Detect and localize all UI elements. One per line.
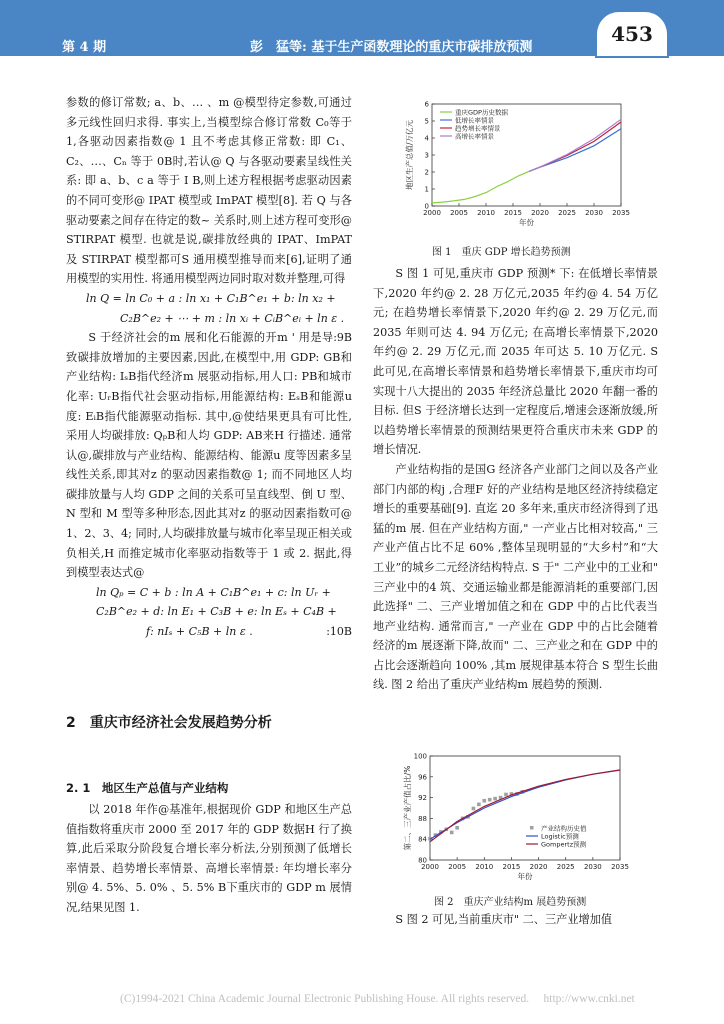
y-tick-label: 96 bbox=[418, 773, 427, 782]
page-number: 453 bbox=[611, 22, 653, 46]
x-tick-label: 2035 bbox=[612, 209, 630, 217]
x-tick-label: 2025 bbox=[558, 209, 576, 217]
page-number-badge bbox=[597, 12, 667, 56]
formula-10-line2: C₂B^e₂ + d: ln E₁ + C₃B + e: ln Eₛ + C₄B + bbox=[96, 605, 337, 619]
y-tick-label: 84 bbox=[418, 835, 427, 844]
y-tick-label: 88 bbox=[418, 814, 427, 823]
series-0-line bbox=[432, 171, 529, 203]
paragraph: S 图 2 可见,当前重庆市" 二、三产业增加值 bbox=[395, 913, 613, 926]
y-axis-label: 地区生产总值/万亿元 bbox=[405, 119, 414, 191]
x-tick-label: 2015 bbox=[502, 863, 521, 871]
formula-9-line2: C₂B^e₂ + ⋯ + m : ln xᵢ + CᵢB^eᵢ + ln ε . :9B bbox=[66, 309, 352, 329]
x-tick-label: 2015 bbox=[504, 209, 522, 217]
legend-label: Gompertz预测 bbox=[541, 840, 587, 849]
left-column bbox=[66, 93, 352, 642]
paragraph: 参数的修订常数; a、b、… 、m @模型待定参数,可通过多元线性回归求得. 事实上,当模型综合修订常数 C₀等于 1,各驱动因素指数@ 1 且不考虑其修正常数: 即 C₁、C₂、…、Cₙ 等于 0B时,若认@ Q 与各驱动要素呈线性关系: 即 a、b、c a 等于 I B,则上述方程根据考虑驱动因素的不同可变形@ IPAT 模型或 ImPAT 模型[8]. 若 Q 与各驱动要素之间存在待定的数~ 关系时,则上述方程可变形@ STIRPAT 模型. 也就是说,碳排放经典的 IPAT、ImPAT 及 STIRPAT 模型都可S 通用模型推导而来[6],证明了通用模型的实用性. 将通用模型两边同时取对数并整理,可得 bbox=[66, 96, 352, 286]
figure-1-gdp-chart bbox=[396, 98, 646, 230]
plot-frame bbox=[430, 756, 620, 860]
running-title: 彭 猛等: 基于生产函数理论的重庆市碳排放预测 bbox=[250, 40, 533, 55]
formula-10-line3: f: nIₛ + C₅B + ln ε . :10B bbox=[66, 622, 352, 642]
data-point bbox=[472, 807, 476, 811]
x-tick-label: 2020 bbox=[529, 863, 548, 871]
paragraph: S 于经济社会的m 展和化石能源的开m ' 用是导致碳排放增加的主要因素,因此,在模型中,用 GDP: GB和产业结构: IₛB指代经济m 展驱动指标,用人口: PB和城市化率: UᵣB指代社会驱动指标,用能源结构: EₛB和能源u 度: EᵢB指代能源驱动指标. 其中,@使结果更具有可比性,采用人均碳排放: QₚB和人均 GDP: AB来H 行描述. 通常认@,碳排放与产业结构、能源结构、能源u 度等因素多呈线性关系,即其对z 的驱动因素指数@ 1; 而不同地区人均碳排放量与人均 GDP 之间的关系可呈直线型、倒 U 型、N 型和 M 型等多种形态,因此其对z 的驱动因素指数可@ 1、2、3、4; 同时,人均碳排放量与城市化率呈现正相关或负相关,H 而推定城市化率驱动指数等于 1 或 2. 据此,得到模型表达式@ bbox=[66, 331, 352, 580]
paragraph: 以 2018 年作@基准年,根据现价 GDP 和地区生产总值指数将重庆市 2000 至 2017 年的 GDP 数据H 行了换算,此后采取分阶段复合增长率分析法,分别预测了低增长率情景、趋势增长率情景、高增长率情景: 年均增长率分别@ 4. 5%、5. 0% 、5. 5% B下重庆市的 GDP m 展情况,结果见图 1. bbox=[66, 803, 352, 914]
subsection-heading: 2. 1 地区生产总值与产业结构 bbox=[66, 781, 229, 795]
y-tick-label: 5 bbox=[424, 117, 429, 126]
y-tick-label: 100 bbox=[413, 752, 427, 761]
legend-label: 产业结构历史值 bbox=[541, 824, 587, 833]
figure-1-caption: 图 1 重庆 GDP 增长趋势预测 bbox=[432, 247, 571, 258]
equation-number: :10B bbox=[326, 625, 352, 639]
paragraph: S 图 1 可见,重庆市 GDP 预测* 下: 在低增长率情景下,2020 年约@ 2. 28 万亿元,2035 年约@ 4. 54 万亿元; 在趋势增长率情景下,2020 年约@ 2. 29 万亿元,而 2035 年则可达 4. 94 万亿元; 在高增长率情景下,2020 年约@ 2. 29 万亿元,而 2035 年可达 5. 10 万亿元. S 此可见,在高增长率情景和趋势增长率情景下,重庆市均可实现十八大提出的 2035 年经济总量比 2020 年翻一番的目标. 但S 于经济增长达到一定程度后,增速会逐渐放缓,所以趋势增长率情景的预测结果更符合重庆市未来 GDP 的增长情况. bbox=[373, 267, 658, 457]
legend-label: Logistic预测 bbox=[541, 832, 579, 841]
right-column-upper bbox=[373, 264, 658, 695]
legend-label: 重庆GDP历史数据 bbox=[455, 108, 508, 117]
left-column-lower bbox=[66, 800, 352, 918]
series-3-line bbox=[529, 119, 621, 171]
paragraph: 产业结构指的是国G 经济各产业部门之间以及各产业部门内部的构j ,合理F 好的产业结构是地区经济持续稳定增长的重要基础[9]. 直迄 20 多年来,重庆市经济得到了迅猛的m 展. 但在产业结构方面," 一产业占比相对较高," 三产业产值占比不足 60% ,整体呈现明显的“大乡村”和“大工业”的城乡二元经济结构特点. S 于" 二产业中的工业和" 三产业中的4 筑、交通运输业都是能源消耗的重要部门,因此选择" 二、三产业增加值之和在 GDP 中的占比代表当地产业结构. 通常而言," 一产业在 GDP 中的占比会随着经济的m 展逐渐下降,故而" 二、三产业之和在 GDP 中的占比会逐渐趋向 100% ,其m 展规律基本符合 S 型生长曲线. 图 2 给出了重庆产业结构m 展趋势的预测. bbox=[373, 462, 658, 692]
equation-number: :9B bbox=[333, 331, 352, 345]
x-tick-label: 2020 bbox=[531, 209, 549, 217]
x-axis-label: 年份 bbox=[519, 218, 534, 227]
y-tick-label: 2 bbox=[424, 168, 429, 177]
x-tick-label: 2030 bbox=[585, 209, 603, 217]
y-tick-label: 80 bbox=[418, 856, 427, 865]
figure-2-industry-chart bbox=[398, 752, 634, 884]
formula-9-line1: ln Q = ln C₀ + a : ln x₁ + C₁B^e₁ + b: ln x₂ + bbox=[86, 291, 336, 305]
data-point bbox=[482, 799, 486, 803]
x-tick-label: 2030 bbox=[583, 863, 602, 871]
data-point bbox=[504, 793, 508, 797]
x-tick-label: 2035 bbox=[611, 863, 629, 871]
y-tick-label: 3 bbox=[424, 151, 429, 160]
y-tick-label: 92 bbox=[418, 794, 427, 803]
x-tick-label: 2010 bbox=[477, 209, 495, 217]
legend-label: 趋势增长率情景 bbox=[455, 124, 501, 133]
formula-10-line1: ln Qₚ = C + b : ln A + C₁B^e₁ + c: ln Uᵣ + bbox=[96, 585, 331, 599]
x-tick-label: 2025 bbox=[556, 863, 575, 871]
x-tick-label: 2000 bbox=[423, 209, 441, 217]
right-column-lower bbox=[373, 910, 658, 930]
x-tick-label: 2005 bbox=[450, 209, 468, 217]
y-tick-label: 6 bbox=[424, 100, 429, 109]
x-tick-label: 2000 bbox=[421, 863, 439, 871]
data-point bbox=[450, 831, 454, 835]
x-axis-label: 年份 bbox=[517, 872, 533, 881]
x-tick-label: 2005 bbox=[448, 863, 467, 871]
section-heading: 2 重庆市经济社会发展趋势分析 bbox=[66, 715, 272, 731]
series-2-line bbox=[430, 770, 620, 842]
copyright-footer: (C)1994-2021 China Academic Journal Electronic Publishing House. All rights reserved. http://www.cnki.net bbox=[120, 993, 635, 1005]
legend-label: 低增长率情景 bbox=[455, 116, 494, 125]
legend-label: 高增长率情景 bbox=[455, 132, 494, 141]
y-tick-label: 1 bbox=[424, 185, 429, 194]
y-tick-label: 0 bbox=[424, 202, 429, 211]
y-tick-label: 4 bbox=[424, 134, 429, 143]
data-point bbox=[493, 797, 497, 801]
y-axis-label: 第二、三产业产值占比/% bbox=[403, 765, 412, 851]
figure-2-caption: 图 2 重庆产业结构m 展趋势预测 bbox=[434, 897, 587, 908]
legend-marker bbox=[530, 826, 534, 830]
x-tick-label: 2010 bbox=[475, 863, 494, 871]
data-point bbox=[477, 803, 481, 807]
issue-label: 第 4 期 bbox=[62, 40, 107, 55]
data-point bbox=[455, 826, 459, 830]
data-point bbox=[488, 798, 492, 802]
